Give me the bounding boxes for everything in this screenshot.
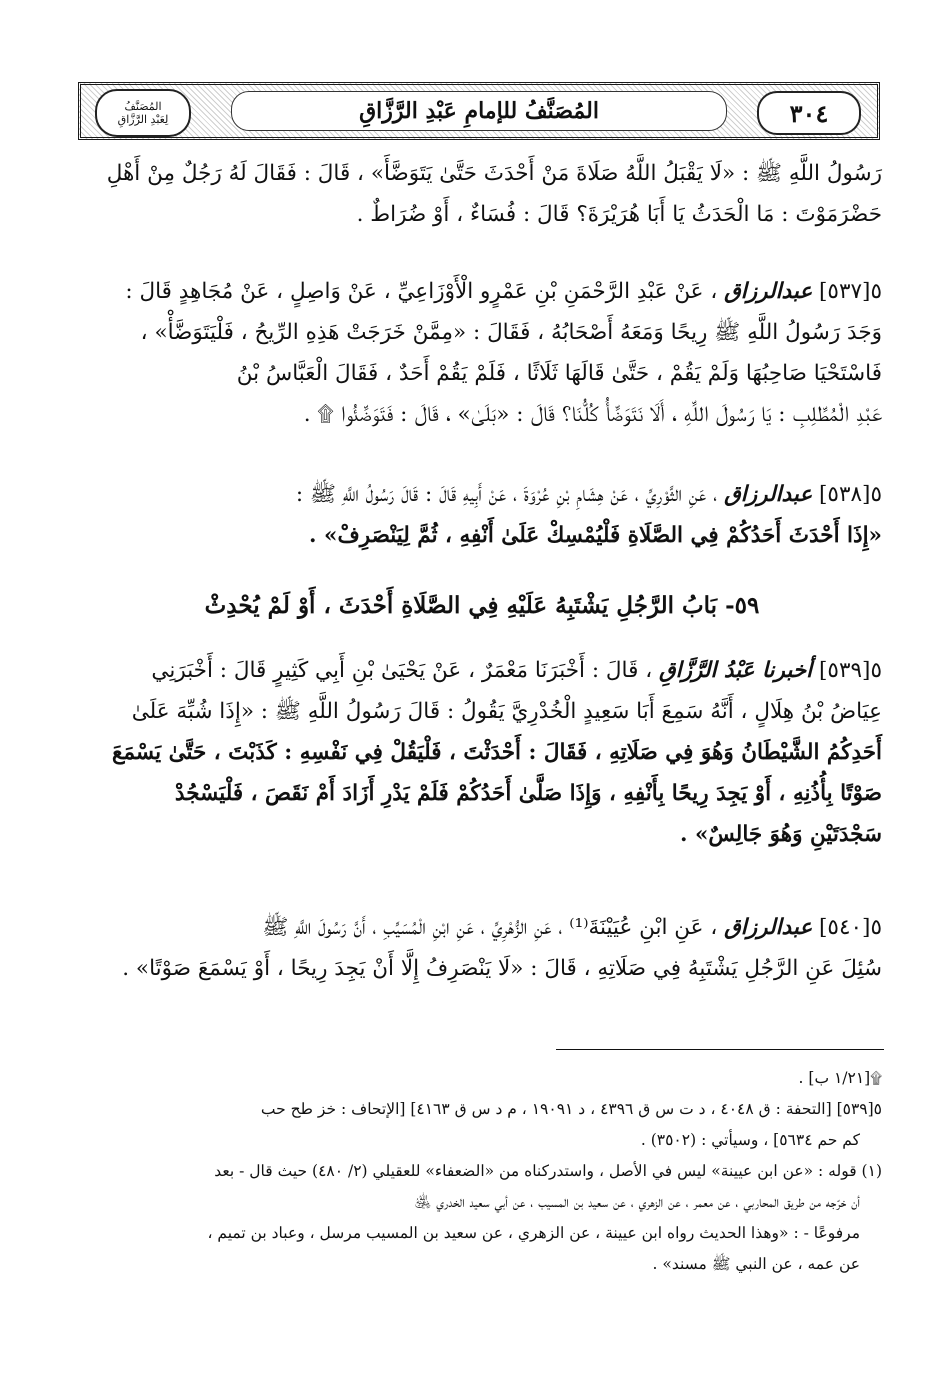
book-title: المُصَنَّفُ للإمامِ عَبْدِ الرَّزَّاقِ: [359, 98, 599, 124]
emblem-line-2: لِعَبْدِ الرَّزَّاقِ: [117, 113, 169, 126]
hadith-539: [82, 650, 882, 855]
text-line: [82, 650, 882, 691]
hadith-number: ٥[٥٣٩]: [819, 658, 882, 683]
hadith-540: [82, 907, 882, 989]
page-number: ٣٠٤: [789, 98, 829, 128]
text-line: رَسُولُ اللَّهِ ﷺ : «لَا يَقْبَلُ اللَّهُ صَلَاةَ مَنْ أَحْدَثَ حَتَّىٰ يَتَوَضَّأَ» ، قَالَ : فَقَالَ لَهُ رَجُلٌ مِنْ أَهْلِ: [106, 161, 882, 186]
text-line: صَوْتًا بِأُذُنِهِ ، أَوْ يَجِدَ رِيحًا بِأَنْفِهِ ، وَإِذَا صَلَّىٰ أَحَدُكُمْ فَلَمْ يَدْرِ أَزَادَ أَمْ نَقَصَ ، فَلْيَسْجُدْ: [174, 781, 882, 806]
text-line: «إِذَا أَحْدَثَ أَحَدُكُمْ فِي الصَّلَاةِ فَلْيُمْسِكْ عَلَىٰ أَنْفِهِ ، ثُمَّ لِيَنْصَرِفْ» .: [309, 523, 882, 548]
text-segment: ، عَنْ عَبْدِ الرَّحْمَنِ بْنِ عَمْرٍو الْأَوْزَاعِيِّ ، عَنْ وَاصِلٍ ، عَنْ مُجَاهِدٍ قَالَ :: [125, 279, 718, 304]
text-segment: ، عَنِ الثَّوْرِيِّ ، عَنْ هِشَامِ بْنِ عُرْوَةَ ، عَنْ أَبِيهِ قَالَ : قَالَ رَسُولُ اللَّهِ ﷺ :: [295, 482, 718, 507]
emblem-line-1: المُصَنَّفُ: [124, 100, 162, 113]
text-line: [82, 271, 882, 312]
text-segment: ، عَنِ ابْنِ عُيَيْنَةَ⁽¹⁾ ، عَنِ الزُّهْرِيِّ ، عَنِ ابْنِ الْمُسَيِّبِ ، أَنَّ رَسُولَ اللَّهِ ﷺ: [262, 915, 718, 940]
page-header: [78, 82, 880, 140]
hadith-537: [82, 271, 882, 435]
hadith-source: عبدالرزاق: [724, 279, 813, 304]
text-line: حَضْرَمَوْتَ : مَا الْحَدَثُ يَا أَبَا هُرَيْرَةَ؟ قَالَ : فُسَاءٌ ، أَوْ ضُرَاطٌ .: [356, 202, 882, 227]
hadith-number: ٥[٥٣٨]: [819, 482, 882, 507]
footnote-line: أن خرّجه من طريق المحاربي ، عن معمر ، عن الزهري ، عن سعيد بن المسيب ، عن أبي سعيد الخدري ﵁: [414, 1193, 860, 1211]
hadith-number: ٥[٥٣٧]: [819, 279, 882, 304]
text-line: سَجْدَتَيْنِ وَهُوَ جَالِسٌ» .: [679, 822, 882, 847]
footnote-line: ۩[١/٢١ ب] .: [798, 1069, 882, 1087]
text-line: عِيَاضُ بْنُ هِلَالٍ ، أَنَّهُ سَمِعَ أَبَا سَعِيدٍ الْخُدْرِيَّ يَقُولُ : قَالَ رَسُولُ اللَّهِ ﷺ : «إِذَا شُبِّهَ عَلَىٰ: [131, 699, 882, 724]
hadith-source: عبدالرزاق: [724, 915, 813, 940]
text-line: وَجَدَ رَسُولُ اللَّهِ ﷺ رِيحًا وَمَعَهُ أَصْحَابُهُ ، فَقَالَ : «مِمَّنْ خَرَجَتْ هَذِهِ الرِّيحُ ، فَلْيَتَوَضَّأْ» ،: [140, 320, 882, 345]
footnotes: [82, 1063, 882, 1280]
footnote-line: ٥[٥٣٩] [التحفة : ق ٤٠٤٨ ، د ت س ق ٤٣٩٦ ، د ١٩٠٩١ ، م د س ق ٤١٦٣] [الإتحاف : خز طح حب: [260, 1100, 882, 1118]
footnote-line: عن عمه ، عن النبي ﷺ مسند» .: [652, 1255, 860, 1273]
text-line: فَاسْتَحْيَا صَاحِبُهَا وَلَمْ يَقُمْ ، حَتَّىٰ قَالَهَا ثَلَاثًا ، فَلَمْ يَقُمْ أَحَدٌ ، فَقَالَ الْعَبَّاسُ بْنُ: [236, 361, 882, 386]
book-emblem: [95, 89, 191, 137]
paragraph-continuation: [82, 153, 882, 235]
text-line: أَحَدِكُمُ الشَّيْطَانُ وَهُوَ فِي صَلَاتِهِ ، فَقَالَ : أَحْدَثْتَ ، فَلْيَقُلْ فِي نَفْسِهِ : كَذَبْتَ ، حَتَّىٰ يَسْمَعَ: [112, 740, 882, 765]
page-number-box: [757, 91, 861, 135]
text-segment: ، قَالَ : أَخْبَرَنَا مَعْمَرٌ ، عَنْ يَحْيَىٰ بْنِ أَبِي كَثِيرٍ قَالَ : أَخْبَرَنِي: [151, 658, 653, 683]
footnote-line: كم حم ٥٦٣٤] ، وسيأتي : (٣٥٠٢) .: [640, 1131, 860, 1149]
chapter-heading: ٥٩- بَابُ الرَّجُلِ يَشْتَبِهُ عَلَيْهِ فِي الصَّلَاةِ أَحْدَثَ ، أَوْ لَمْ يُحْدِثْ: [204, 592, 760, 619]
title-cartouche: [231, 91, 727, 131]
hadith-538: [82, 474, 882, 556]
text-line: عَبْدِ الْمُطَّلِبِ : يَا رَسُولَ اللَّهِ ، أَلَا نَتَوَضَّأُ كُلُّنَا؟ قَالَ : «بَلَىٰ» ، قَالَ : فَتَوَضَّئُوا ۩ .: [303, 402, 882, 427]
hadith-source: أخبرنا عَبْدُ الرَّزَّاقِ: [659, 658, 813, 683]
hadith-source: عبدالرزاق: [724, 482, 813, 507]
footnote-line: (١) قوله : «عن ابن عيينة» ليس في الأصل ، واستدركناه من «الضعفاء» للعقيلي (٢/ ٤٨٠) حيث قال - بعد: [214, 1162, 882, 1180]
hadith-number: ٥[٥٤٠]: [819, 915, 882, 940]
text-line: [82, 907, 882, 948]
text-line: سُئِلَ عَنِ الرَّجُلِ يَشْتَبِهُ فِي صَلَاتِهِ ، قَالَ : «لَا يَنْصَرِفُ إِلَّا أَنْ يَجِدَ رِيحًا ، أَوْ يَسْمَعَ صَوْتًا» .: [122, 956, 882, 981]
footnote-separator: [556, 1049, 884, 1050]
footnote-line: مرفوعًا - : «وهذا الحديث رواه ابن عيينة ، عن الزهري ، عن سعيد بن المسيب مرسل ، وعباد بن تميم ،: [207, 1224, 860, 1242]
text-line: [82, 474, 882, 515]
